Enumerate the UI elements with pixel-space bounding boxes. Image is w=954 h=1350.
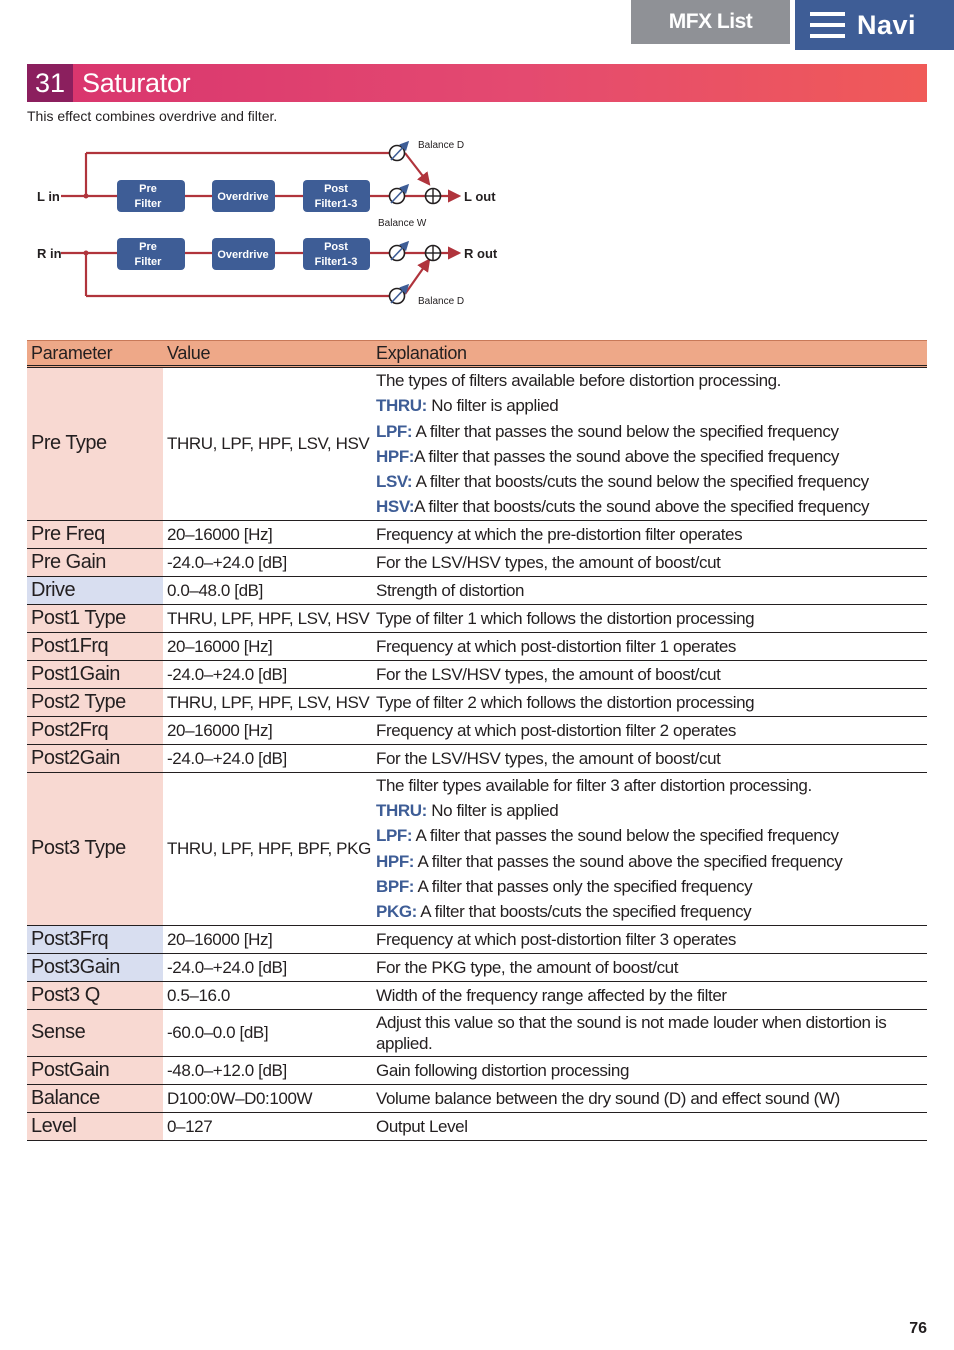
l-in-label: L in — [37, 189, 60, 204]
explanation-text: No filter is applied — [426, 396, 559, 416]
parameter-value: -24.0–+24.0 [dB] — [163, 548, 372, 576]
table-row — [27, 1112, 927, 1140]
r-in-label: R in — [37, 246, 62, 261]
parameter-name: Drive — [27, 576, 163, 604]
page-number: 76 — [909, 1320, 927, 1337]
table-row — [27, 772, 927, 925]
parameter-explanation: Output Level — [372, 1112, 927, 1140]
filter-type-keyword: THRU: — [376, 801, 427, 821]
parameter-explanation: Frequency at which the pre-distortion filter operates — [372, 520, 927, 548]
table-row — [27, 632, 927, 660]
table-row — [27, 520, 927, 548]
parameter-name: Post3 Q — [27, 981, 163, 1009]
table-row — [27, 576, 927, 604]
filter-type-keyword: PKG: — [376, 902, 417, 922]
r-pre-filter-label-2: Filter — [134, 256, 162, 268]
parameter-value: 0.5–16.0 — [163, 981, 372, 1009]
explanation-line — [376, 469, 923, 494]
parameter-name: Post1Frq — [27, 632, 163, 660]
parameter-explanation: Width of the frequency range affected by the filter — [372, 981, 927, 1009]
parameter-value: 0–127 — [163, 1112, 372, 1140]
parameter-value: -60.0–0.0 [dB] — [163, 1009, 372, 1056]
parameter-explanation: Frequency at which post-distortion filter 3 operates — [372, 925, 927, 953]
table-header-row — [27, 341, 927, 367]
explanation-text: A filter that boosts/cuts the sound above the specified frequency — [414, 497, 870, 517]
mfx-list-button[interactable] — [631, 0, 790, 44]
l-overdrive-label: Overdrive — [217, 191, 269, 203]
explanation-line — [376, 899, 923, 924]
explanation-line — [376, 368, 923, 393]
section-title: Saturator — [82, 67, 191, 98]
parameter-value: THRU, LPF, HPF, LSV, HSV — [163, 688, 372, 716]
parameter-name: Post1 Type — [27, 604, 163, 632]
parameter-value: 0.0–48.0 [dB] — [163, 576, 372, 604]
parameter-explanation: Frequency at which post-distortion filter 2 operates — [372, 716, 927, 744]
header-explanation: Explanation — [372, 341, 927, 367]
table-row — [27, 688, 927, 716]
l-post-filter-label: Post — [324, 183, 348, 195]
table-row — [27, 744, 927, 772]
section-title-bar — [27, 64, 927, 102]
parameter-name: Post3Frq — [27, 925, 163, 953]
l-out-label: L out — [464, 189, 496, 204]
explanation-line — [376, 393, 923, 418]
parameter-name: Pre Type — [27, 367, 163, 521]
parameter-explanation: For the PKG type, the amount of boost/cut — [372, 953, 927, 981]
filter-type-keyword: LPF: — [376, 826, 413, 846]
navi-button[interactable] — [795, 0, 954, 50]
parameter-value: D100:0W–D0:100W — [163, 1084, 372, 1112]
section-number: 31 — [27, 64, 73, 102]
parameter-explanation: For the LSV/HSV types, the amount of boost/cut — [372, 548, 927, 576]
parameter-name: Post1Gain — [27, 660, 163, 688]
parameter-explanation — [372, 772, 927, 925]
hamburger-menu-icon — [810, 12, 845, 38]
parameter-explanation — [372, 367, 927, 521]
explanation-line — [376, 798, 923, 823]
explanation-text: A filter that passes the sound above the specified frequency — [414, 446, 839, 466]
parameter-explanation: For the LSV/HSV types, the amount of boost/cut — [372, 744, 927, 772]
table-row — [27, 1056, 927, 1084]
table-row — [27, 604, 927, 632]
table-row — [27, 367, 927, 521]
parameter-table — [27, 340, 927, 1141]
r-post-filter-label: Post — [324, 241, 348, 253]
signal-flow-diagram — [27, 132, 547, 312]
explanation-text: The types of filters available before distortion processing. — [376, 371, 782, 390]
parameter-explanation: Strength of distortion — [372, 576, 927, 604]
parameter-explanation: Frequency at which post-distortion filter 1 operates — [372, 632, 927, 660]
filter-type-keyword: HPF: — [376, 446, 415, 466]
parameter-value: 20–16000 [Hz] — [163, 925, 372, 953]
explanation-text: A filter that passes the sound below the specified frequency — [412, 826, 839, 846]
parameter-explanation: Type of filter 1 which follows the distortion processing — [372, 604, 927, 632]
table-row — [27, 716, 927, 744]
explanation-text: A filter that passes only the specified frequency — [414, 876, 753, 896]
explanation-text: A filter that boosts/cuts the specified frequency — [416, 902, 752, 922]
table-row — [27, 1084, 927, 1112]
explanation-text: The filter types available for filter 3 after distortion processing. — [376, 775, 812, 795]
parameter-explanation: Adjust this value so that the sound is not made louder when distortion is applied. — [372, 1009, 927, 1056]
parameter-value: -24.0–+24.0 [dB] — [163, 953, 372, 981]
parameter-name: Post2Gain — [27, 744, 163, 772]
parameter-value: -24.0–+24.0 [dB] — [163, 744, 372, 772]
table-row — [27, 1009, 927, 1056]
filter-type-keyword: HSV: — [376, 497, 415, 517]
parameter-value: THRU, LPF, HPF, LSV, HSV — [163, 604, 372, 632]
explanation-text: A filter that passes the sound below the specified frequency — [412, 421, 839, 441]
navi-label: Navi — [857, 9, 917, 40]
parameter-value: THRU, LPF, HPF, LSV, HSV — [163, 367, 372, 521]
explanation-line — [376, 444, 923, 469]
section-description: This effect combines overdrive and filter. — [27, 108, 278, 124]
parameter-name: Sense — [27, 1009, 163, 1056]
table-row — [27, 660, 927, 688]
parameter-explanation: Gain following distortion processing — [372, 1056, 927, 1084]
filter-type-keyword: BPF: — [376, 876, 415, 896]
balance-d-bottom-label: Balance D — [418, 296, 465, 307]
explanation-line — [376, 494, 923, 519]
filter-type-keyword: LPF: — [376, 421, 413, 441]
l-post-filter-label-2: Filter1-3 — [314, 198, 358, 210]
r-pre-filter-label: Pre — [139, 241, 157, 253]
parameter-explanation: Type of filter 2 which follows the distortion processing — [372, 688, 927, 716]
parameter-value: 20–16000 [Hz] — [163, 632, 372, 660]
table-row — [27, 953, 927, 981]
l-pre-filter-label: Pre — [139, 183, 157, 195]
table-row — [27, 548, 927, 576]
table-row — [27, 925, 927, 953]
filter-type-keyword: THRU: — [376, 396, 427, 416]
explanation-text: A filter that passes the sound above the specified frequency — [414, 851, 843, 871]
balance-d-top-label: Balance D — [418, 140, 465, 151]
r-overdrive-label: Overdrive — [217, 249, 269, 261]
l-pre-filter-label-2: Filter — [134, 198, 162, 210]
parameter-value: -48.0–+12.0 [dB] — [163, 1056, 372, 1084]
explanation-line — [376, 874, 923, 899]
parameter-name: Post3Gain — [27, 953, 163, 981]
parameter-name: Post2 Type — [27, 688, 163, 716]
parameter-value: 20–16000 [Hz] — [163, 716, 372, 744]
parameter-value: -24.0–+24.0 [dB] — [163, 660, 372, 688]
parameter-name: Pre Freq — [27, 520, 163, 548]
header-value: Value — [163, 341, 372, 367]
parameter-name: PostGain — [27, 1056, 163, 1084]
parameter-explanation: Volume balance between the dry sound (D) and effect sound (W) — [372, 1084, 927, 1112]
r-post-filter-label-2: Filter1-3 — [314, 256, 358, 268]
explanation-line — [376, 419, 923, 444]
table-row — [27, 981, 927, 1009]
parameter-name: Level — [27, 1112, 163, 1140]
parameter-name: Pre Gain — [27, 548, 163, 576]
explanation-text: A filter that boosts/cuts the sound below the specified frequency — [412, 472, 869, 492]
filter-type-keyword: LSV: — [376, 472, 413, 492]
balance-w-label: Balance W — [378, 218, 427, 229]
explanation-text: No filter is applied — [426, 801, 559, 821]
parameter-value: THRU, LPF, HPF, BPF, PKG — [163, 772, 372, 925]
parameter-value: 20–16000 [Hz] — [163, 520, 372, 548]
parameter-name: Post3 Type — [27, 772, 163, 925]
header-parameter: Parameter — [27, 341, 163, 367]
r-out-label: R out — [464, 246, 498, 261]
parameter-name: Balance — [27, 1084, 163, 1112]
explanation-line — [376, 773, 923, 798]
parameter-name: Post2Frq — [27, 716, 163, 744]
explanation-line — [376, 849, 923, 874]
explanation-line — [376, 823, 923, 848]
filter-type-keyword: HPF: — [376, 851, 415, 871]
parameter-explanation: For the LSV/HSV types, the amount of boost/cut — [372, 660, 927, 688]
mfx-list-label: MFX List — [668, 10, 753, 33]
